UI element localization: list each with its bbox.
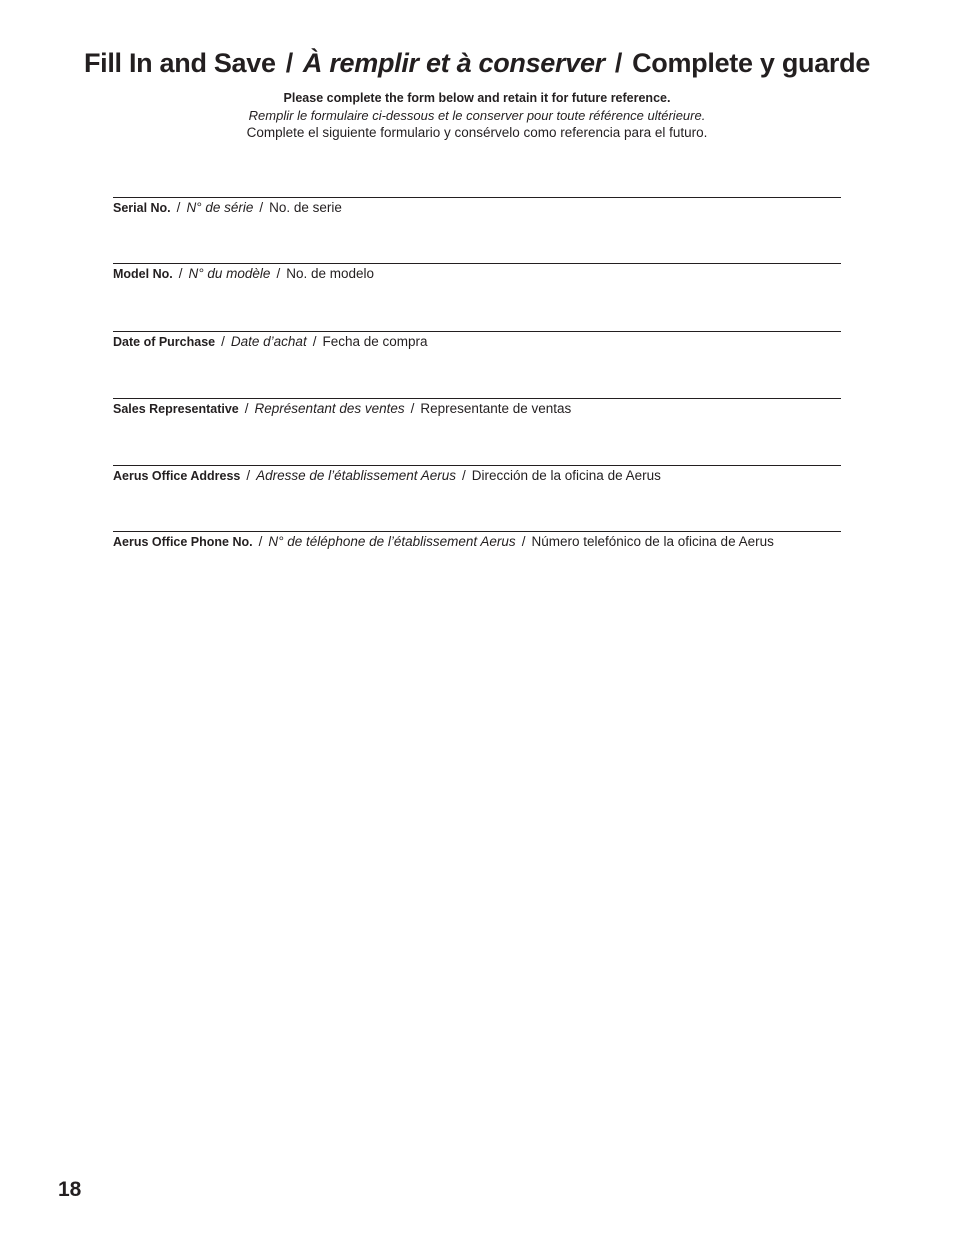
- field-separator: /: [259, 200, 264, 215]
- field-label-spanish: Número telefónico de la oficina de Aerus: [531, 534, 774, 549]
- field-label-french: N° de téléphone de l’établissement Aerus: [268, 534, 516, 549]
- field-separator: /: [178, 266, 183, 281]
- title-english: Fill In and Save: [83, 48, 276, 78]
- field-separator: /: [176, 200, 181, 215]
- field-label-english: Date of Purchase: [113, 335, 216, 349]
- model-number-field[interactable]: [113, 263, 841, 281]
- field-label-spanish: No. de serie: [269, 200, 342, 215]
- field-label-french: Représentant des ventes: [254, 401, 405, 416]
- title-spanish: Complete y guarde: [632, 48, 871, 78]
- field-separator: /: [410, 401, 415, 416]
- instructions-spanish: Complete el siguiente formulario y consérvelo como referencia para el futuro.: [246, 125, 708, 140]
- field-label-spanish: Fecha de compra: [322, 334, 428, 349]
- field-separator: /: [244, 401, 249, 416]
- field-label-french: Date d’achat: [230, 334, 307, 349]
- title-separator: /: [285, 48, 293, 78]
- field-label-french: N° du modèle: [188, 266, 271, 281]
- field-separator: /: [312, 334, 317, 349]
- office-phone-field[interactable]: [113, 531, 841, 549]
- field-label-english: Sales Representative: [113, 402, 239, 416]
- field-label-english: Aerus Office Phone No.: [113, 535, 253, 549]
- field-separator: /: [461, 468, 466, 483]
- date-of-purchase-field[interactable]: [113, 331, 841, 349]
- field-label-english: Model No.: [113, 267, 173, 281]
- field-label-french: Adresse de l’établissement Aerus: [256, 468, 456, 483]
- field-label-spanish: No. de modelo: [286, 266, 375, 281]
- field-label-french: N° de série: [186, 200, 254, 215]
- field-separator: /: [258, 534, 263, 549]
- field-separator: /: [521, 534, 526, 549]
- field-separator: /: [246, 468, 251, 483]
- sales-representative-field[interactable]: [113, 398, 841, 416]
- instructions-english: Please complete the form below and retain it for future reference.: [283, 91, 671, 105]
- field-label-english: Aerus Office Address: [113, 469, 241, 483]
- field-separator: /: [221, 334, 225, 349]
- serial-number-field[interactable]: [113, 197, 841, 215]
- office-address-field[interactable]: [113, 465, 841, 483]
- field-label-spanish: Dirección de la oficina de Aerus: [471, 468, 661, 483]
- page-title: [0, 48, 954, 79]
- instructions-french: Remplir le formulaire ci-dessous et le conserver pour toute référence ultérieure.: [248, 108, 706, 123]
- title-separator: /: [614, 48, 623, 78]
- page-number: 18: [58, 1178, 82, 1201]
- field-label-spanish: Representante de ventas: [420, 401, 572, 416]
- field-separator: /: [276, 266, 281, 281]
- title-french: À remplir et à conserver: [302, 48, 605, 78]
- field-label-english: Serial No.: [113, 201, 171, 215]
